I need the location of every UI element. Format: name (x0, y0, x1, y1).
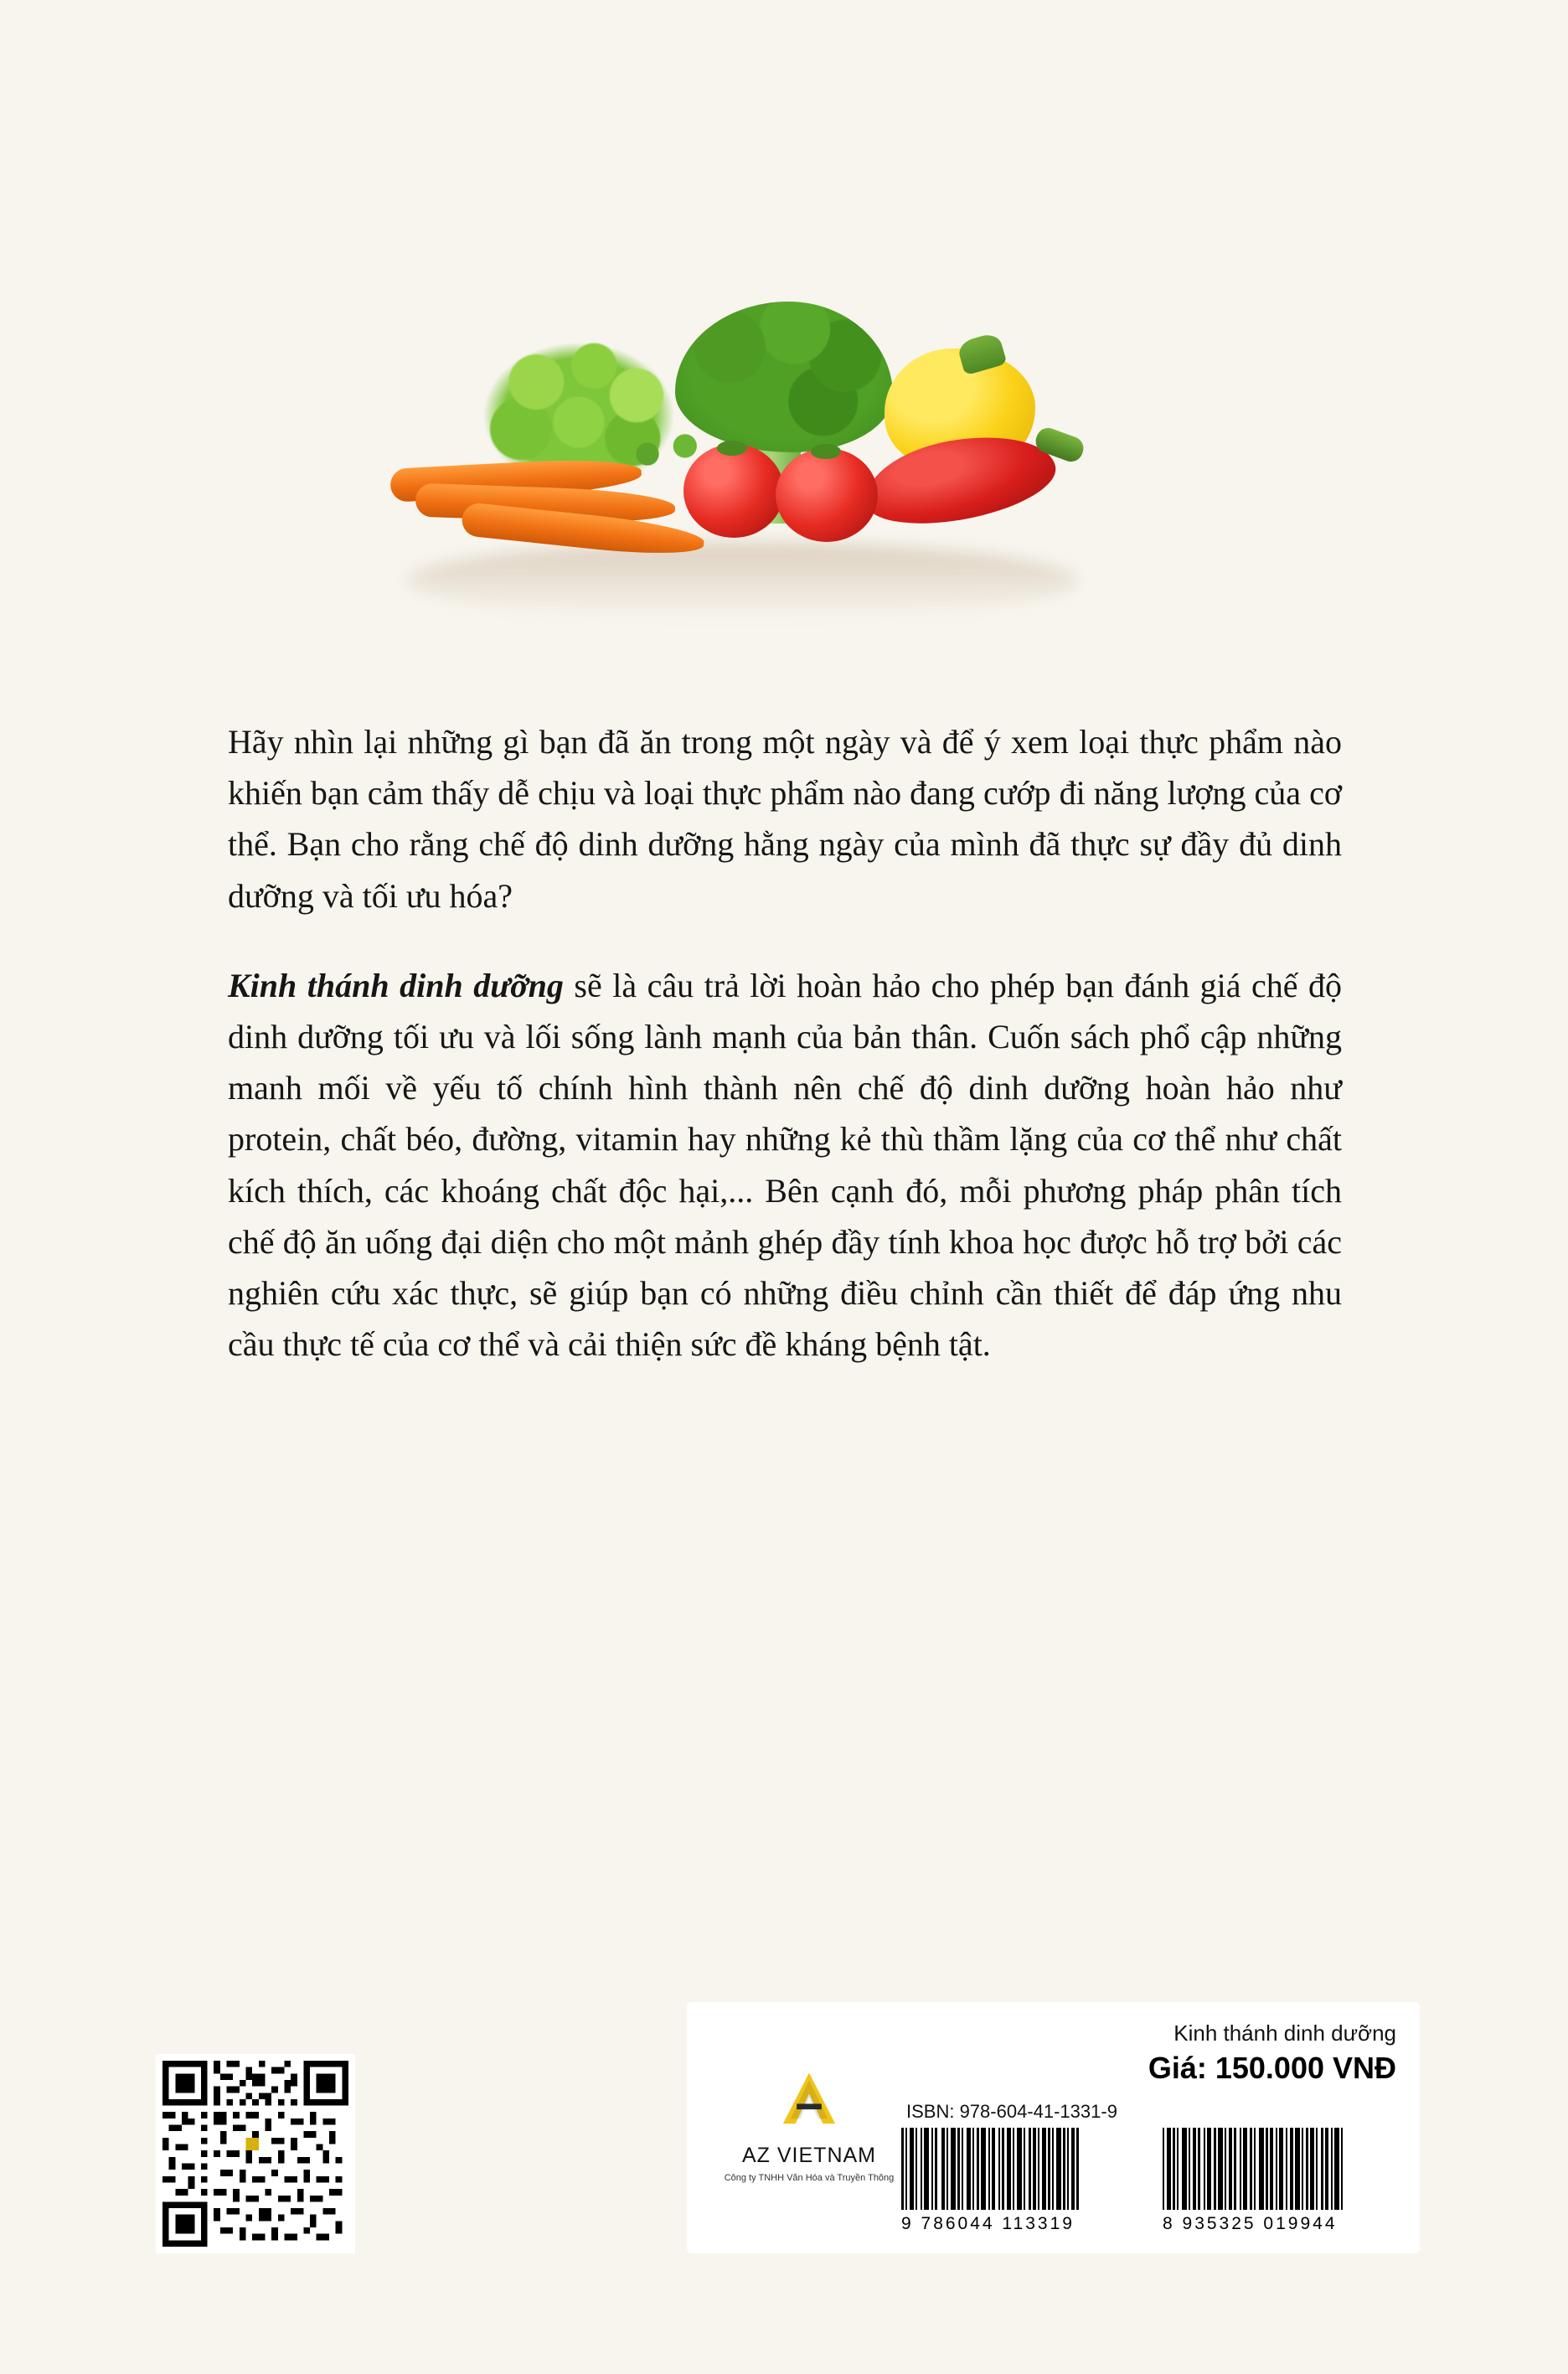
isbn-label: ISBN: 978-604-41-1331-9 (906, 2101, 1117, 2122)
panel-book-title: Kinh thánh dinh dưỡng (1173, 2020, 1396, 2046)
tomato-stem-icon (717, 441, 747, 456)
publisher-name: AZ VIETNAM (741, 2144, 876, 2167)
paragraph-2-rest: sẽ là câu trả lời hoàn hảo cho phép bạn đánh giá chế độ dinh dưỡng tối ưu và lối sống lành mạnh của bản thân. Cuốn sách phổ cập những manh mối về yếu tố chính hình thành nên chế độ dinh dưỡng hoàn hảo như protein, chất béo, đường, vitamin hay những kẻ thù thầm lặng của cơ thể như chất kích thích, các khoáng chất độc hại,... Bên cạnh đó, mỗi phương pháp phân tích chế độ ăn uống đại diện cho một mảnh ghép đầy tính khoa học được hỗ trợ bởi các nghiên cứu xác thực, sẽ giúp bạn có những điều chỉnh cần thiết để đáp ứng nhu cầu thực tế của cơ thể và cải thiện sức đề kháng bệnh tật. (228, 966, 1342, 1364)
back-cover-text (228, 716, 1342, 1370)
tomato-icon (683, 444, 784, 538)
tomato-icon (776, 448, 878, 542)
red-chili-pepper-icon (858, 424, 1061, 535)
qr-code[interactable] (156, 2054, 355, 2253)
surface-reflection (407, 543, 1077, 618)
vegetable-arrangement (382, 276, 1186, 628)
book-title-inline: Kinh thánh dinh dưỡng (228, 966, 564, 1004)
ean-barcode-bars (1163, 2128, 1406, 2210)
paragraph-2 (228, 960, 1342, 1370)
ean-barcode-digits: 8 935325 019944 (1163, 2214, 1338, 2233)
barcode-panel (687, 2002, 1420, 2253)
isbn-barcode-digits: 9 786044 113319 (901, 2214, 1075, 2233)
isbn-barcode (901, 2128, 1144, 2234)
barcodes-group (901, 2128, 1406, 2234)
qr-code-icon (162, 2061, 348, 2247)
publisher-subtitle: Công ty TNHH Văn Hóa và Truyền Thông (724, 2173, 895, 2183)
publisher-logo (720, 2069, 898, 2183)
az-logo-icon (778, 2069, 840, 2131)
fresh-vegetables-photo (0, 276, 1568, 628)
tomato-stem-icon (811, 444, 841, 459)
ean-barcode (1163, 2128, 1406, 2234)
paragraph-1: Hãy nhìn lại những gì bạn đã ăn trong một ngày và để ý xem loại thực phẩm nào khiến bạn cảm thấy dễ chịu và loại thực phẩm nào đang cướp đi năng lượng của cơ thể. Bạn cho rằng chế độ dinh dưỡng hằng ngày của mình đã thực sự đầy đủ dinh dưỡng và tối ưu hóa? (228, 723, 1342, 915)
price-label: Giá: 150.000 VNĐ (1148, 2051, 1396, 2085)
isbn-barcode-bars (901, 2128, 1144, 2210)
